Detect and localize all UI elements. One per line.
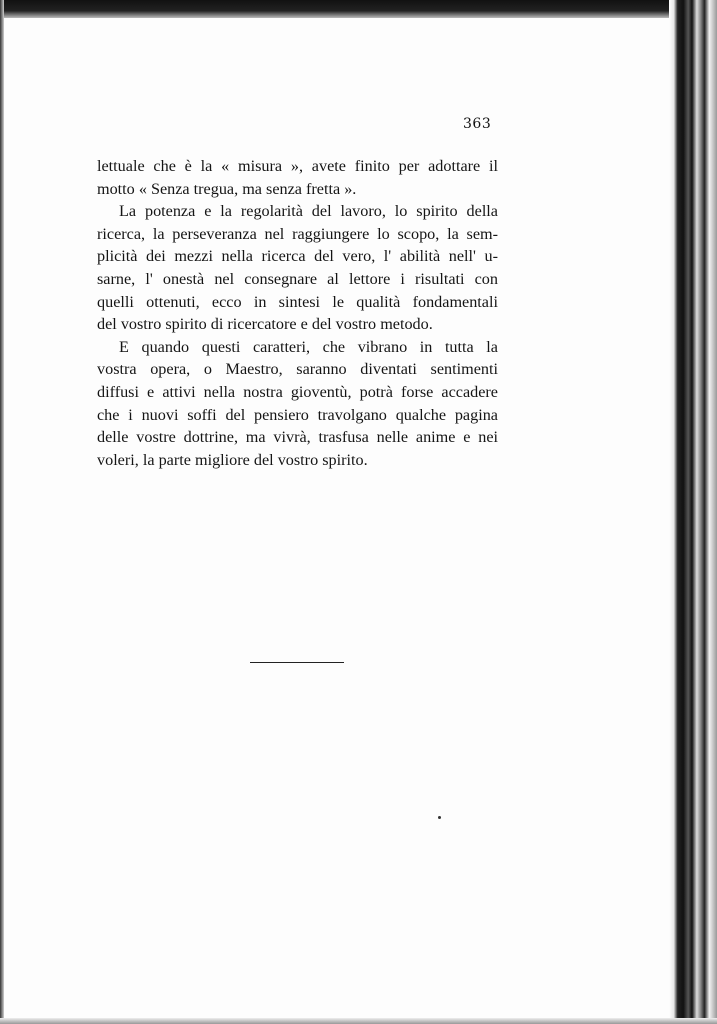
text-line: plicità dei mezzi nella ricerca del vero, l' abilità nell' u- [97,247,498,266]
page-number: 363 [463,116,492,132]
body-text [97,155,498,471]
text-line: E quando questi caratteri, che vibrano in tutta la [119,337,498,356]
scan-bottom-edge [0,1018,717,1024]
text-line: vostra opera, o Maestro, saranno diventati sentimenti [97,360,498,379]
text-line: che i nuovi soffi del pensiero travolgano qualche pagina [97,405,498,424]
text-line: motto « Senza tregua, ma senza fretta ». [97,179,357,198]
scan-top-edge [0,0,717,18]
text-line: voleri, la parte migliore del vostro spirito. [97,450,368,469]
text-line: diffusi e attivi nella nostra gioventù, potrà forse accadere [97,382,498,401]
scan-left-edge [0,0,4,1024]
book-spine-edge [669,0,717,1024]
text-line: del vostro spirito di ricercatore e del vostro metodo. [97,315,433,334]
text-line: lettuale che è la « misura », avete finito per adottare il [97,157,498,175]
text-line: ricerca, la perseveranza nel raggiungere lo scopo, la sem- [97,224,498,243]
text-line: quelli ottenuti, ecco in sintesi le qualità fondamentali [97,292,498,311]
text-line: sarne, l' onestà nel consegnare al lettore i risultati con [97,269,498,288]
text-line: La potenza e la regolarità del lavoro, lo spirito della [119,202,498,221]
text-line: delle vostre dottrine, ma vivrà, trasfusa nelle anime e nei [97,428,498,447]
section-end-rule [250,662,344,663]
ink-speck [438,816,441,819]
